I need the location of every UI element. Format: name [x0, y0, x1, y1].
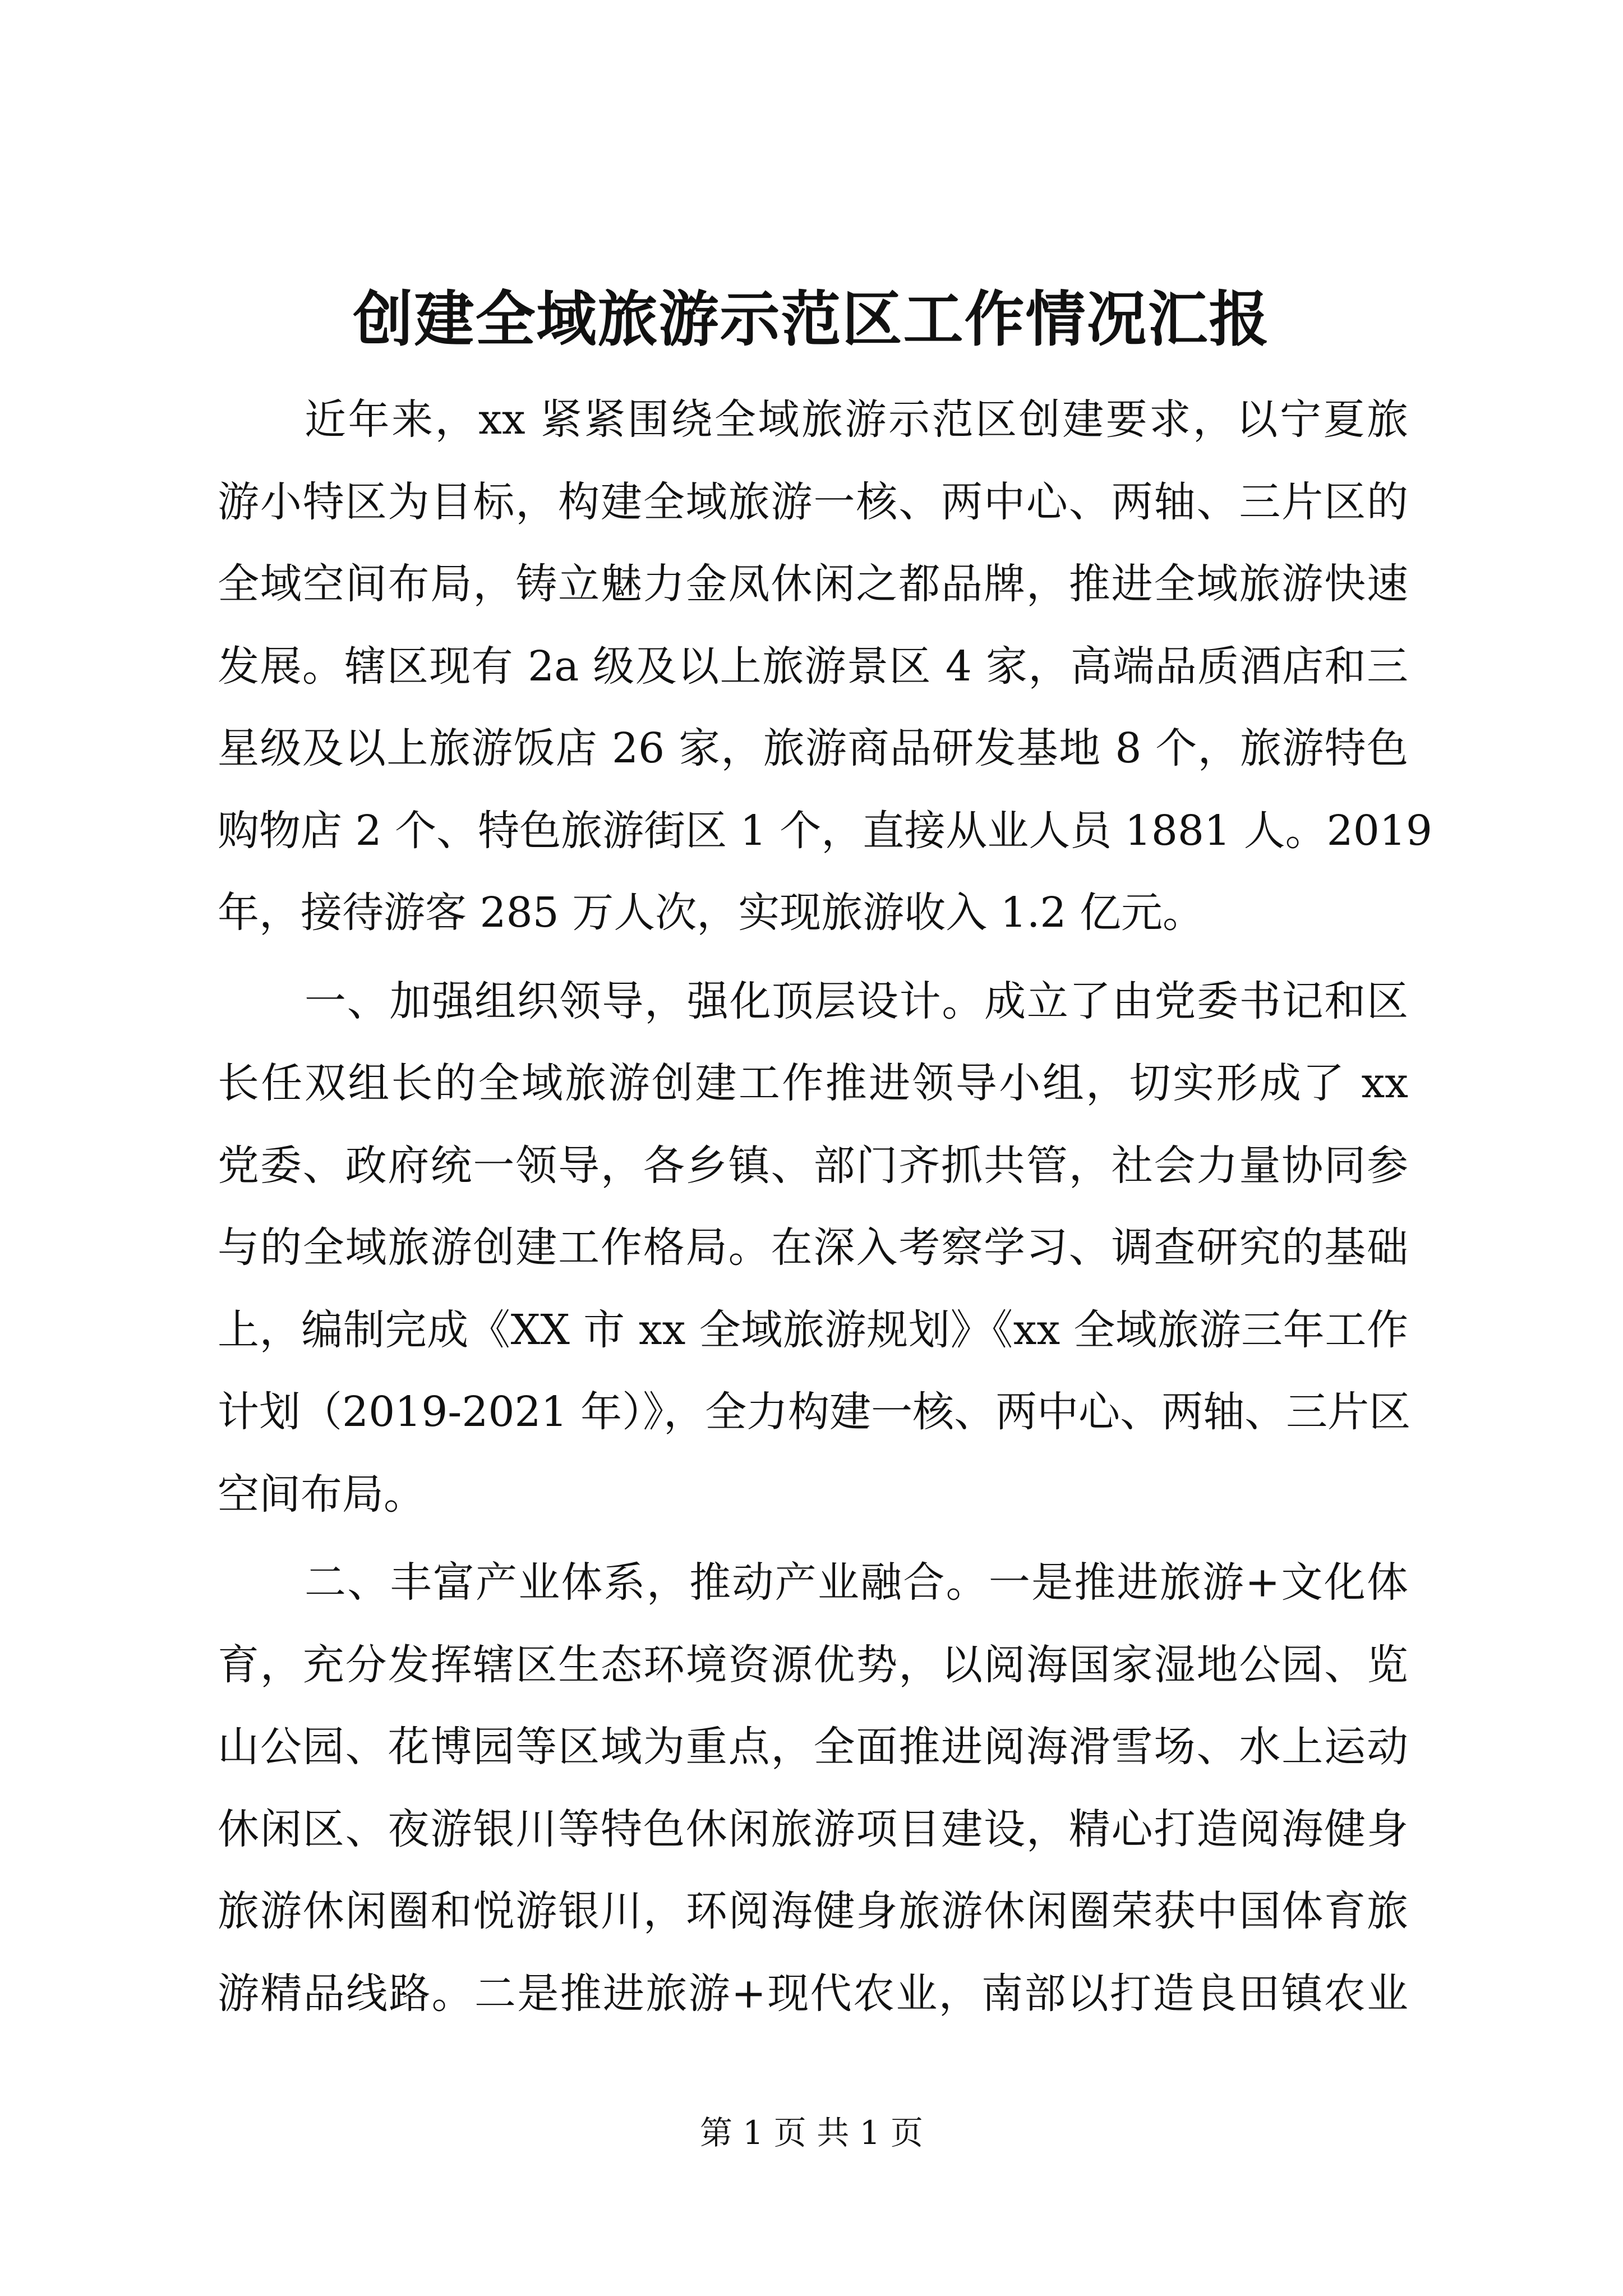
paragraph-1-line: 购物店 2 个、特色旅游街区 1 个，直接从业人员 1881 人。2019: [218, 806, 1432, 855]
paragraph-3-line: 二、丰富产业体系，推动产业融合。一是推进旅游+文化体: [305, 1558, 1408, 1607]
paragraph-1-line: 星级及以上旅游饭店 26 家，旅游商品研发基地 8 个，旅游特色: [218, 724, 1408, 772]
paragraph-3-line: 游精品线路。二是推进旅游+现代农业，南部以打造良田镇农业: [218, 1969, 1408, 2018]
document-title: 创建全域旅游示范区工作情况汇报: [353, 284, 1270, 355]
paragraph-2-line: 长任双组长的全域旅游创建工作推进领导小组，切实形成了 xx: [218, 1059, 1408, 1107]
paragraph-2-line: 党委、政府统一领导，各乡镇、部门齐抓共管，社会力量协同参: [218, 1141, 1408, 1190]
paragraph-1-line: 年，接待游客 285 万人次，实现旅游收入 1.2 亿元。: [218, 889, 1205, 937]
paragraph-3-line: 休闲区、夜游银川等特色休闲旅游项目建设，精心打造阅海健身: [218, 1805, 1408, 1853]
paragraph-3-line: 山公园、花博园等区域为重点，全面推进阅海滑雪场、水上运动: [218, 1723, 1408, 1771]
paragraph-2-line: 计划（2019-2021 年）》，全力构建一核、两中心、两轴、三片区: [218, 1388, 1411, 1436]
paragraph-1-line: 全域空间布局，铸立魅力金凤休闲之都品牌，推进全域旅游快速: [218, 560, 1408, 608]
paragraph-3-line: 旅游休闲圈和悦游银川，环阅海健身旅游休闲圈荣获中国体育旅: [218, 1887, 1408, 1935]
paragraph-3-line: 育，充分发挥辖区生态环境资源优势，以阅海国家湿地公园、览: [218, 1640, 1408, 1689]
page-number-footer: 第 1 页 共 1 页: [700, 2114, 923, 2152]
paragraph-1-line: 游小特区为目标，构建全域旅游一核、两中心、两轴、三片区的: [218, 477, 1408, 526]
paragraph-2-line: 上，编制完成《XX 市 xx 全域旅游规划》《xx 全域旅游三年工作: [218, 1305, 1408, 1354]
paragraph-2-line: 与的全域旅游创建工作格局。在深入考察学习、调查研究的基础: [218, 1223, 1408, 1272]
paragraph-2-line: 一、加强组织领导，强化顶层设计。成立了由党委书记和区: [305, 977, 1408, 1025]
document-body: [218, 379, 1432, 2035]
paragraph-1-line: 发展。辖区现有 2a 级及以上旅游景区 4 家，高端品质酒店和三: [218, 642, 1408, 691]
paragraph-1-line: 近年来，xx 紧紧围绕全域旅游示范区创建要求，以宁夏旅: [305, 395, 1408, 444]
paragraph-2-line: 空间布局。: [218, 1470, 425, 1519]
